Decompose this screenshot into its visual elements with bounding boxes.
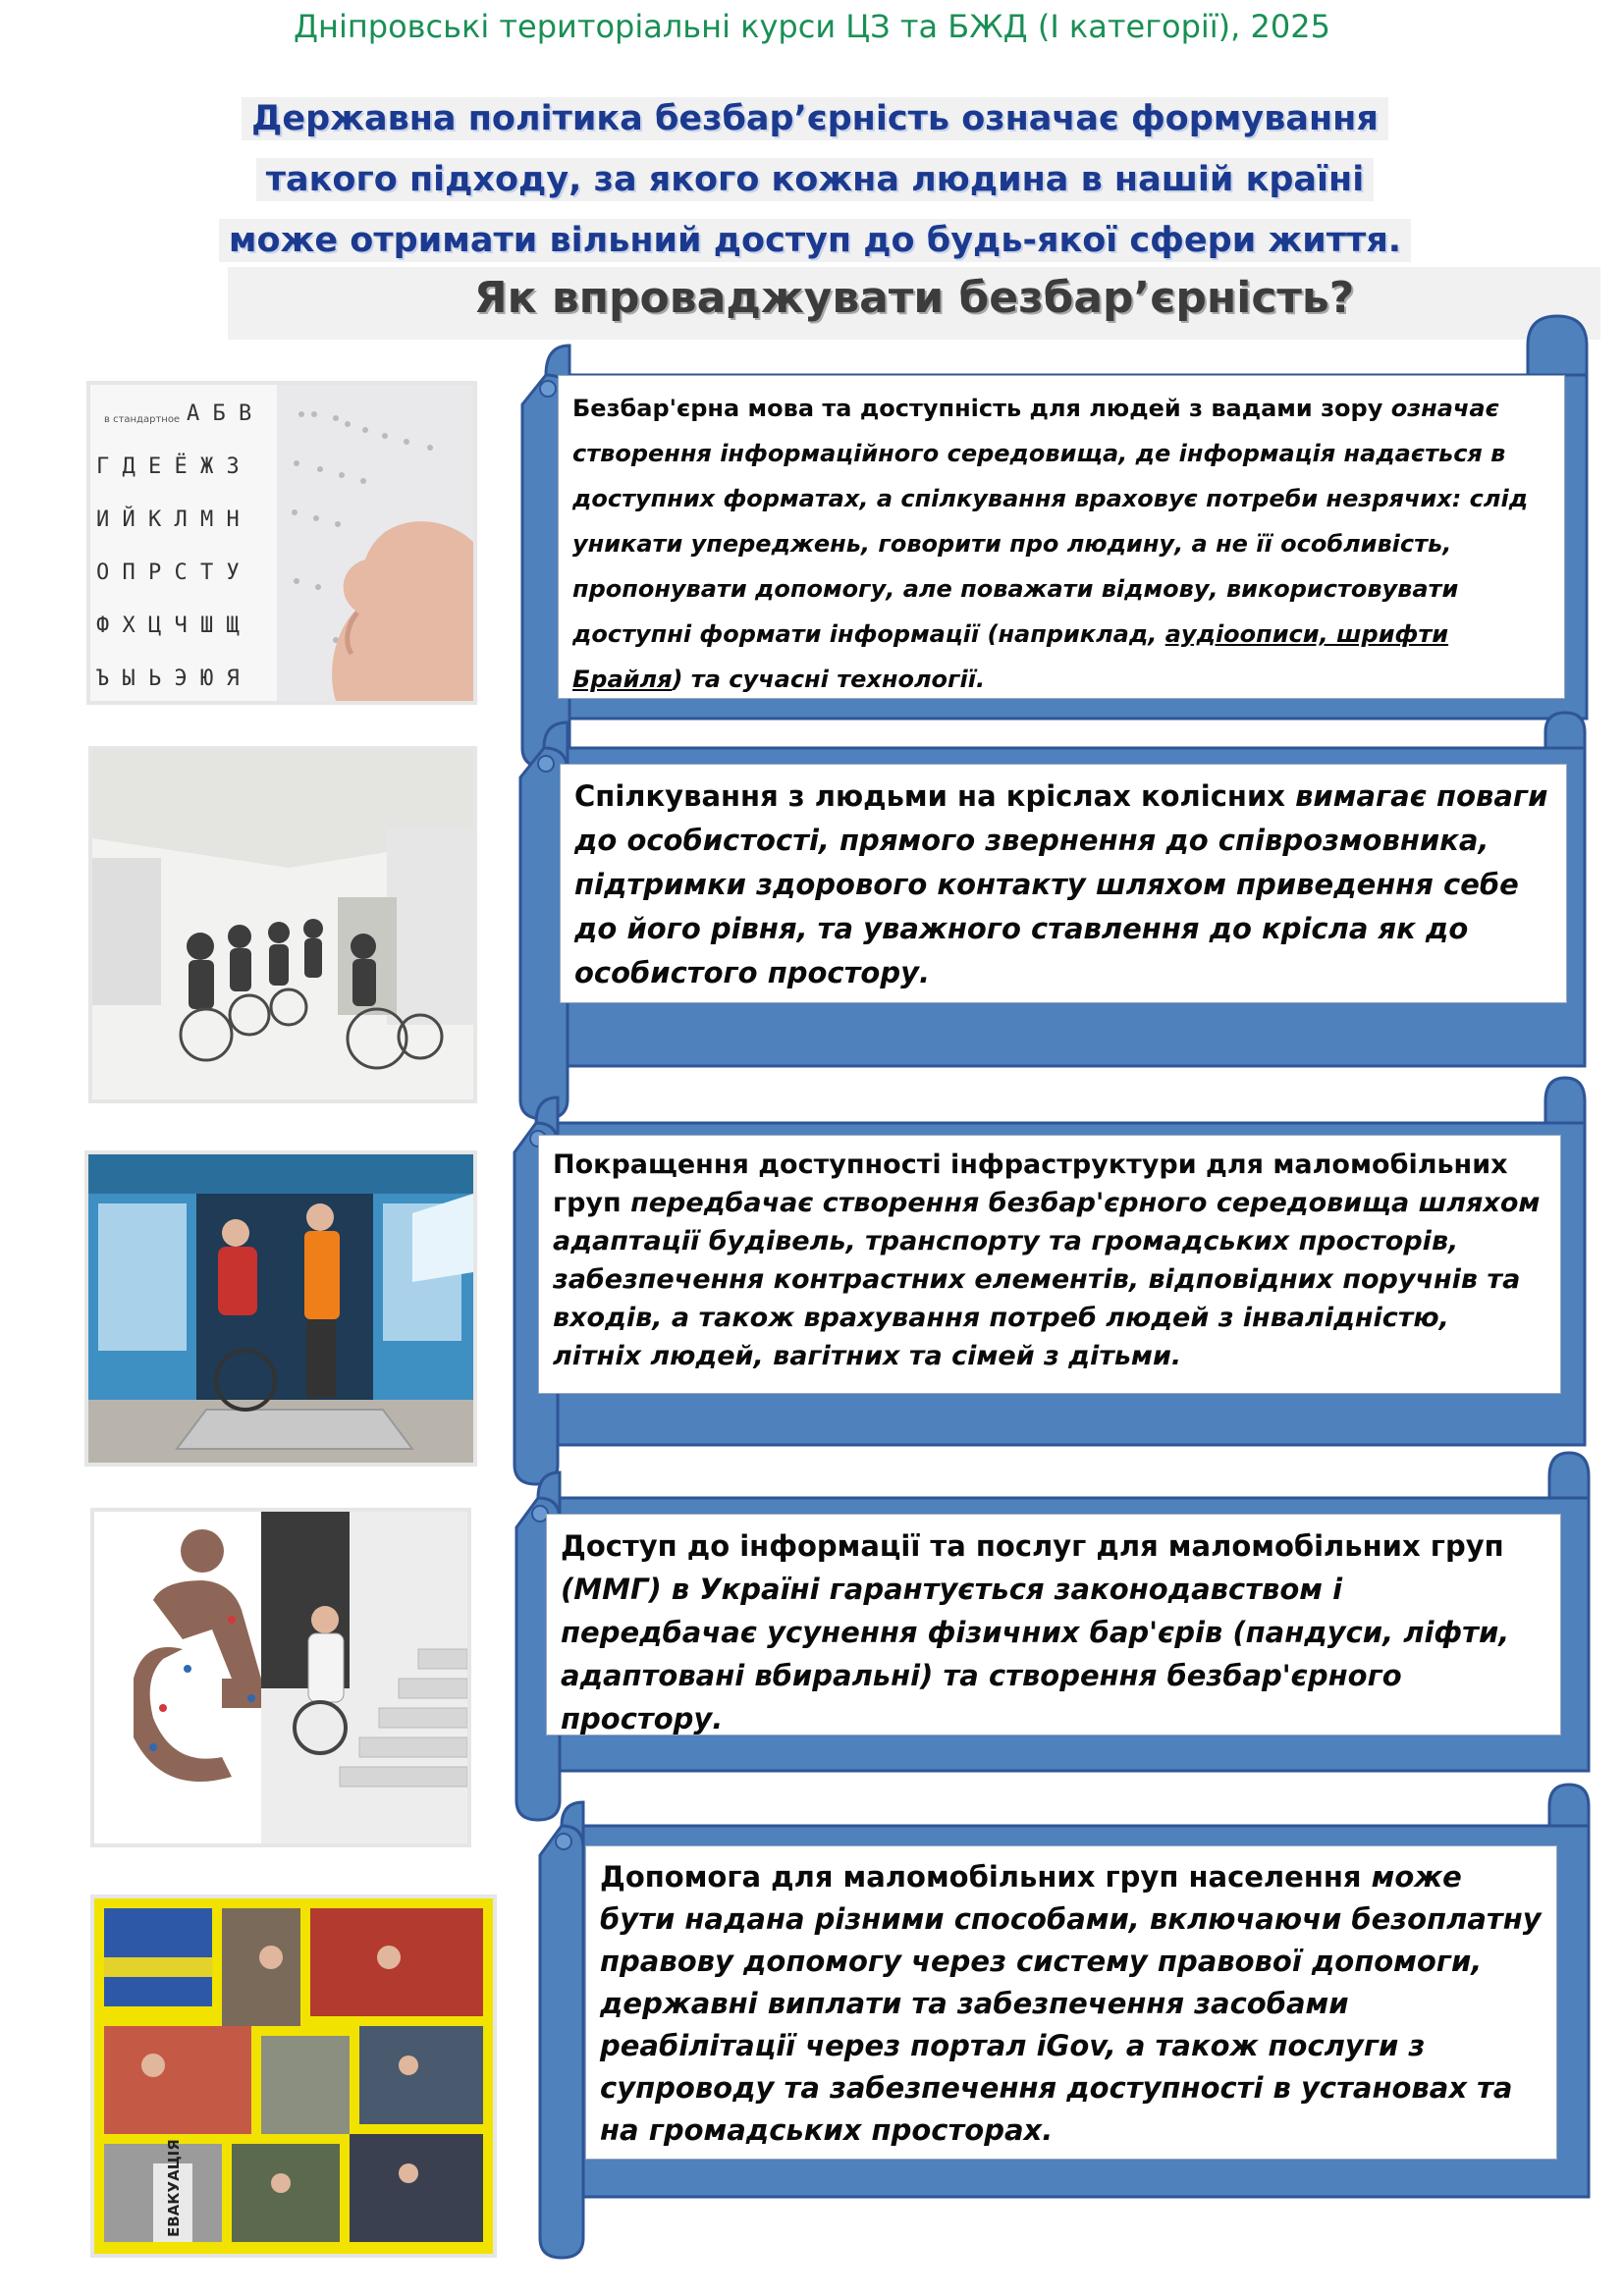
svg-text:в стандартное: в стандартное (104, 414, 181, 425)
intro-line-1: Державна політика безбар’єрність означає формування (242, 97, 1388, 140)
section-1-body: створення інформаційного середовища, де інформація надається в доступних форматах, а спілкування враховує потреби незрячих: слід уникати упереджень, говорити про людину, а не її особливість, пропонувати допомогу, але поважати відмову, використовувати доступні формати інформації (наприклад, (572, 440, 1529, 648)
accessibility-collage-photo (90, 1508, 471, 1847)
section-1-text (558, 375, 1565, 699)
how-to-title: Як впроваджувати безбар’єрність? (473, 273, 1355, 323)
intro-line-2: такого підходу, за якого кожна людина в нашій країні (256, 158, 1374, 201)
section-2-text (560, 764, 1567, 1003)
section-4-body: (ММГ) в Україні гарантується законодавством і передбачає усунення фізичних бар'єрів (пандуси, ліфти, адаптовані вбиральні) та створення безбар'єрного простору. (561, 1573, 1510, 1735)
braille-row-3: И Й К Л М Н (96, 507, 240, 532)
section-4-text (546, 1514, 1561, 1735)
section-3-lead: Покращення доступності інфраструктури для маломобільних груп (553, 1149, 1508, 1218)
section-1-link[interactable]: аудіоописи, шрифти Брайля (572, 620, 1449, 693)
section-2-verb: вимагає (1295, 779, 1427, 813)
section-5-body: може бути надана різними способами, включаючи безоплатну правову допомогу через систему правової допомоги, державні виплати та забезпечення засобами реабілітації через портал iGov, а також послуги з супроводу та забезпечення доступності в установах та на громадських просторах. (600, 1860, 1542, 2147)
bus-ramp-photo (84, 1150, 477, 1467)
section-2-body: поваги до особистості, прямого звернення до співрозмовника, підтримки здорового контакту шляхом приведення себе до його рівня, та уважного ставлення до крісла як до особистого простору. (574, 779, 1548, 989)
section-3-verb: передбачає (630, 1188, 814, 1218)
section-1-verb: означає (1390, 395, 1499, 422)
braille-row-1: А Б В (187, 401, 252, 426)
intro-line-3: може отримати вільний доступ до будь-якої сфери життя. (219, 219, 1411, 262)
intro-statement (177, 88, 1453, 271)
braille-row-5: Ф Х Ц Ч Ш Щ (96, 614, 240, 638)
section-1-lead: Безбар'єрна мова (572, 395, 815, 422)
braille-row-6: Ъ Ы Ь Э Ю Я (96, 667, 240, 691)
section-1-lead-2: та доступність для людей з вадами зору (814, 395, 1391, 422)
assistance-collage-photo (90, 1895, 497, 2258)
section-2-lead: Спілкування з людьми на кріслах колісних (574, 779, 1296, 813)
section-4-lead: Доступ до інформації та послуг для маломобільних груп (561, 1529, 1504, 1563)
section-3-text (538, 1135, 1561, 1394)
section-3-body: створення безбар'єрного середовища шляхом адаптації будівель, транспорту та громадських просторів, забезпечення контрастних елементів, відповідних поручнів та входів, а також врахування потреб людей з інвалідністю, літніх людей, вагітних та сімей з дітьми. (553, 1188, 1541, 1371)
evacuation-sign: ЕВАКУАЦІЯ (165, 2139, 183, 2237)
wheelchair-users-photo (88, 746, 477, 1103)
braille-row-4: О П Р С Т У (96, 561, 240, 585)
course-header: Дніпровські територіальні курси ЦЗ та БЖД (І категорії), 2025 (294, 8, 1330, 45)
section-5-lead: Допомога для маломобільних груп населення (600, 1860, 1362, 1894)
section-5-text (585, 1845, 1557, 2160)
braille-row-2: Г Д Е Ё Ж З (96, 454, 240, 479)
braille-alphabet-photo (86, 381, 477, 705)
section-1-tail: ) та сучасні технології. (672, 666, 986, 693)
